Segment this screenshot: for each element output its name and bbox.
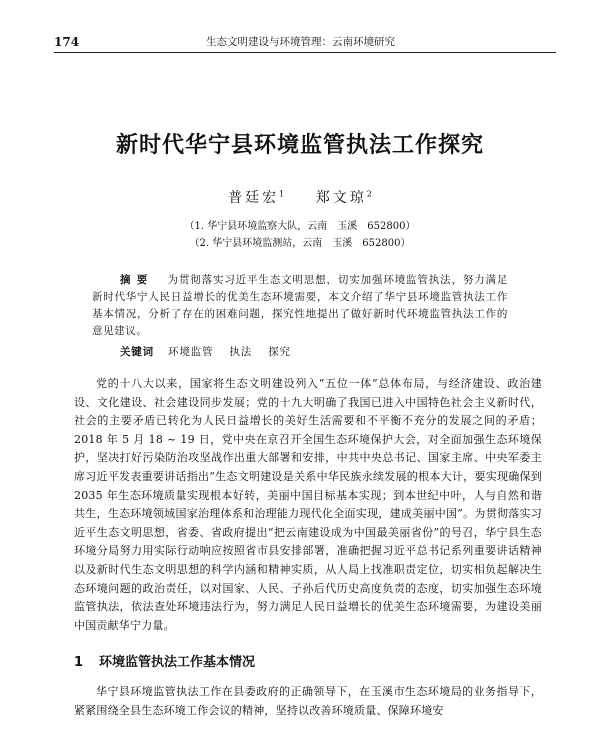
abstract <box>92 272 508 340</box>
abstract-text: 为贯彻落实习近平生态文明思想，切实加强环境监管执法，努力满足新时代华宁人民日益增长的优美生态环境需要，本文介绍了华宁县环境监管执法工作基本情况，分析了存在的困难问题，探究性地提出了做好新时代环境监管执法工作的意见建议。 <box>92 274 509 337</box>
author-list <box>0 187 600 207</box>
section-number: 1 <box>74 655 84 670</box>
section-title: 环境监管执法工作基本情况 <box>99 655 256 670</box>
author-name: 普廷宏 <box>228 190 280 206</box>
author <box>316 187 372 207</box>
affiliation-list <box>0 218 600 252</box>
running-title: 生态文明建设与环境管理：云南环境研究 <box>206 36 395 48</box>
abstract-label: 摘要 <box>120 274 154 286</box>
section-heading <box>74 651 255 670</box>
keywords-label: 关键词 <box>120 346 154 358</box>
author <box>228 187 284 207</box>
keywords <box>120 344 508 361</box>
author-name: 郑文琼 <box>315 190 367 206</box>
running-head <box>54 34 556 53</box>
keyword: 执法 <box>229 346 252 358</box>
keyword: 环境监管 <box>168 346 214 358</box>
page-number: 174 <box>54 35 80 49</box>
body-paragraph: 党的十八大以来，国家将生态文明建设列入“五位一体”总体布局，与经济建设、政治建设、文化建设、社会建设同步发展；党的十九大明确了我国已进入中国特色社会主义新时代，社会的主要矛盾已转化为人民日益增长的美好生活需要和不平衡不充分的发展之间的矛盾；2018 年 5 月 18 ~ 19 日，党中央在京召开全国生态环境保护大会，对全面加强生态环境保护，坚决打好污染防治攻坚战作出重大部署和安排，中共中央总书记、国家主席、中央军委主席习近平发表重要讲话指出“生态文明建设是关系中华民族永续发展的根本大计，要实现确保到 2035 年生态环境质量实现根本好转，美丽中国目标基本实现；到本世纪中叶，人与自然和谐共生，生态环境领域国家治理体系和治理能力现代化全面实现，建成美丽中国”。为贯彻落实习近平生态文明思想，省委、省政府提出“把云南建设成为中国最美丽省份”的号召，华宁县生态环境分局努力用实际行动响应按照省市县安排部署，准确把握习近平总书记系列重要讲话精神以及新时代生态文明思想的科学内涵和精神实质，从人局上找准职责定位，切实相负起解决生态环境问题的政治责任，以对国家、人民、子孙后代历史高度负责的态度，切实加强生态环境监管执法，依法查处环境违法行为，努力满足人民日益增长的优美生态环境需要，为建设美丽中国贡献华宁力量。 <box>74 377 542 632</box>
author-affiliation-mark: 2 <box>366 189 372 199</box>
article-title: 新时代华宁县环境监管执法工作探究 <box>115 133 484 158</box>
author-affiliation-mark: 1 <box>279 189 285 199</box>
body-paragraph: 华宁县环境监管执法工作在县委政府的正确领导下，在玉溪市生态环境局的业务指导下，紧紧围绕全县生态环境工作会议的精神，坚持以改善环境质量、保障环境安 <box>74 685 542 717</box>
affiliation: （2. 华宁县环境监测站，云南 玉溪 652800） <box>189 238 411 249</box>
keyword: 探究 <box>268 346 291 358</box>
affiliation: （1. 华宁县环境监察大队，云南 玉溪 652800） <box>184 221 416 232</box>
